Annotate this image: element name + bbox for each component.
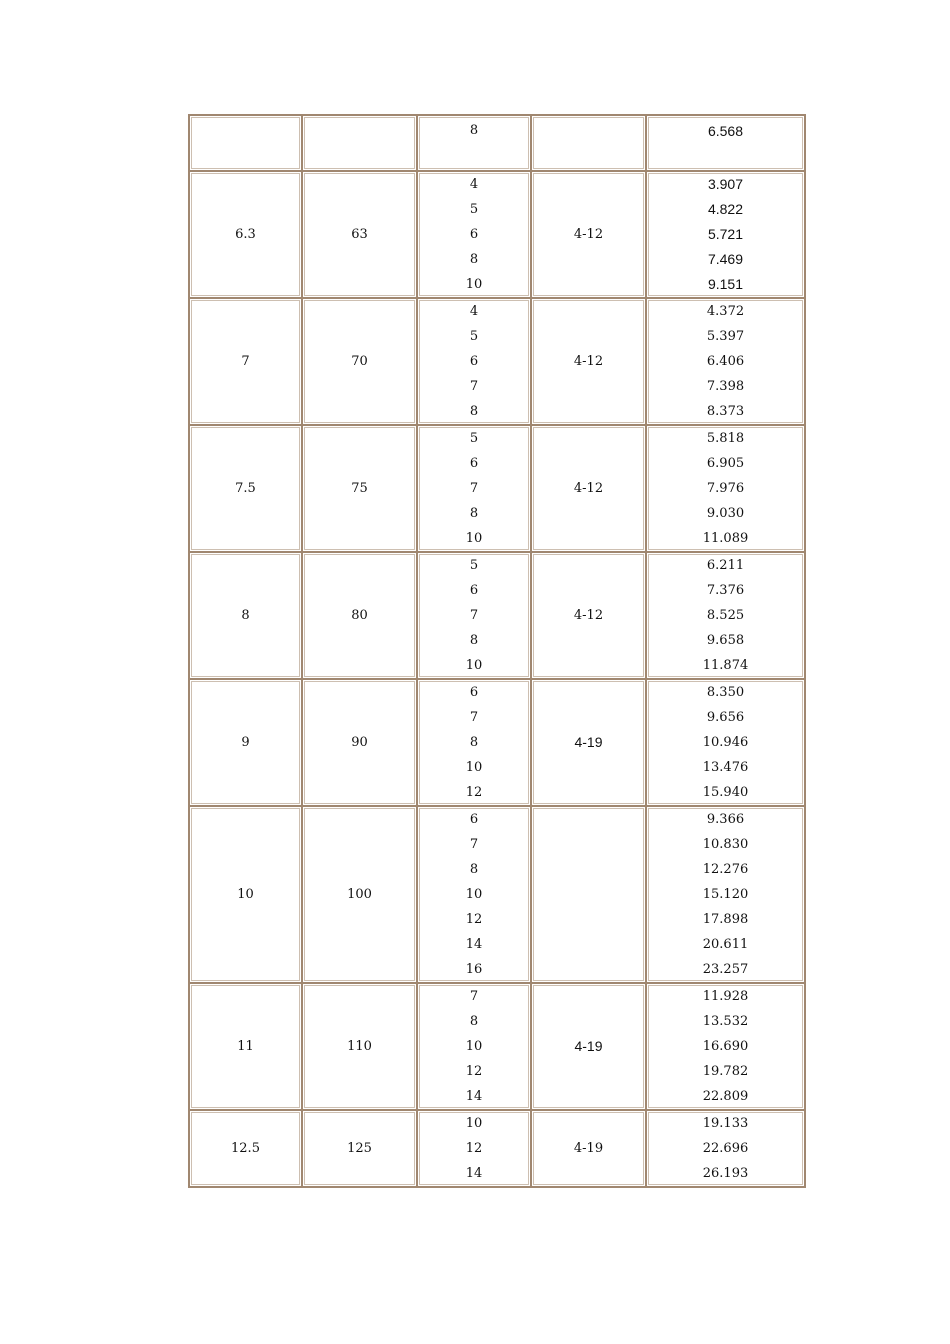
mass-value: 20.611	[702, 937, 749, 952]
thickness-value: 7	[469, 710, 479, 725]
table-body	[189, 115, 805, 1187]
mass-value: 7.376	[706, 583, 745, 598]
thickness-value: 8	[469, 252, 479, 267]
mass-value: 19.133	[702, 1116, 749, 1131]
thickness-value: 12	[465, 1064, 483, 1079]
thickness-cell	[417, 679, 531, 806]
table-row	[189, 425, 805, 552]
thickness-value: 6	[469, 812, 479, 827]
thickness-cell	[417, 298, 531, 425]
table-row	[189, 552, 805, 679]
width-cell: 80	[302, 552, 417, 679]
thickness-value: 7	[469, 481, 479, 496]
length-range-cell: 4-12	[531, 552, 646, 679]
table-row	[189, 983, 805, 1110]
thickness-value: 12	[465, 1141, 483, 1156]
thickness-cell	[417, 806, 531, 983]
mass-value: 13.476	[702, 760, 749, 775]
table-row	[189, 679, 805, 806]
thickness-value: 14	[465, 1166, 483, 1181]
length-range-cell: 4-12	[531, 425, 646, 552]
mass-value: 11.089	[702, 531, 749, 546]
size-cell: 9	[189, 679, 302, 806]
mass-cell	[646, 983, 805, 1110]
thickness-value: 8	[469, 506, 479, 521]
mass-value: 9.656	[706, 710, 745, 725]
mass-value: 10.946	[702, 735, 749, 750]
width-cell	[302, 115, 417, 171]
mass-value: 6.905	[706, 456, 745, 471]
mass-value: 6.568	[707, 123, 744, 139]
mass-value: 16.690	[702, 1039, 749, 1054]
width-cell: 100	[302, 806, 417, 983]
length-range-cell	[531, 115, 646, 171]
mass-value: 3.907	[707, 176, 744, 192]
length-range-cell: 4-19	[531, 983, 646, 1110]
thickness-value: 4	[469, 304, 479, 319]
length-range-cell: 4-12	[531, 298, 646, 425]
size-cell: 7.5	[189, 425, 302, 552]
thickness-value: 6	[469, 456, 479, 471]
thickness-value: 8	[469, 404, 479, 419]
mass-value: 8.350	[706, 685, 745, 700]
mass-value: 11.874	[702, 658, 749, 673]
thickness-value: 8	[469, 735, 479, 750]
width-cell: 90	[302, 679, 417, 806]
thickness-cell	[417, 552, 531, 679]
mass-value: 5.818	[706, 431, 745, 446]
table-row	[189, 806, 805, 983]
table-row	[189, 1110, 805, 1187]
mass-value: 22.809	[702, 1089, 749, 1104]
size-cell: 10	[189, 806, 302, 983]
thickness-value: 7	[469, 837, 479, 852]
thickness-value: 10	[465, 277, 483, 292]
mass-value: 6.406	[706, 354, 745, 369]
thickness-value: 5	[469, 558, 479, 573]
thickness-value: 7	[469, 608, 479, 623]
mass-value: 22.696	[702, 1141, 749, 1156]
mass-value: 4.822	[707, 201, 744, 217]
mass-value: 8.373	[706, 404, 745, 419]
mass-value: 23.257	[702, 962, 749, 977]
mass-value: 19.782	[702, 1064, 749, 1079]
length-range-cell: 4-19	[531, 1110, 646, 1187]
mass-value: 13.532	[702, 1014, 749, 1029]
thickness-value: 10	[465, 1116, 483, 1131]
width-cell: 125	[302, 1110, 417, 1187]
size-cell: 7	[189, 298, 302, 425]
thickness-cell	[417, 983, 531, 1110]
thickness-value: 12	[465, 912, 483, 927]
width-cell: 63	[302, 171, 417, 298]
thickness-value: 6	[469, 354, 479, 369]
thickness-value: 16	[465, 962, 483, 977]
mass-value: 17.898	[702, 912, 749, 927]
mass-value: 9.030	[706, 506, 745, 521]
mass-cell	[646, 425, 805, 552]
width-cell: 110	[302, 983, 417, 1110]
mass-value: 11.928	[702, 989, 749, 1004]
thickness-value: 14	[465, 1089, 483, 1104]
length-range-cell: 4-19	[531, 679, 646, 806]
thickness-value: 6	[469, 685, 479, 700]
thickness-cell	[417, 171, 531, 298]
thickness-value: 10	[465, 531, 483, 546]
mass-cell	[646, 552, 805, 679]
thickness-value: 8	[469, 633, 479, 648]
thickness-value: 10	[465, 760, 483, 775]
mass-value: 7.976	[706, 481, 745, 496]
thickness-value: 8	[469, 123, 479, 138]
mass-value: 7.469	[707, 251, 744, 267]
size-cell: 12.5	[189, 1110, 302, 1187]
thickness-value: 5	[469, 202, 479, 217]
mass-value: 15.940	[702, 785, 749, 800]
mass-value: 9.366	[706, 812, 745, 827]
thickness-value: 5	[469, 431, 479, 446]
mass-cell	[646, 115, 805, 171]
thickness-cell	[417, 425, 531, 552]
mass-cell	[646, 171, 805, 298]
table-row	[189, 171, 805, 298]
mass-cell	[646, 679, 805, 806]
mass-value: 15.120	[702, 887, 749, 902]
mass-value: 9.658	[706, 633, 745, 648]
thickness-value: 4	[469, 177, 479, 192]
thickness-value: 10	[465, 1039, 483, 1054]
thickness-value: 10	[465, 887, 483, 902]
mass-value: 4.372	[706, 304, 745, 319]
size-cell	[189, 115, 302, 171]
thickness-value: 12	[465, 785, 483, 800]
size-cell: 6.3	[189, 171, 302, 298]
angle-steel-table	[188, 114, 806, 1188]
thickness-value: 8	[469, 862, 479, 877]
thickness-value: 5	[469, 329, 479, 344]
mass-value: 26.193	[702, 1166, 749, 1181]
mass-value: 7.398	[706, 379, 745, 394]
mass-cell	[646, 1110, 805, 1187]
thickness-value: 6	[469, 227, 479, 242]
thickness-cell	[417, 1110, 531, 1187]
table-row	[189, 298, 805, 425]
size-cell: 11	[189, 983, 302, 1110]
length-range-cell	[531, 806, 646, 983]
thickness-cell	[417, 115, 531, 171]
width-cell: 70	[302, 298, 417, 425]
mass-value: 5.397	[706, 329, 745, 344]
mass-value: 12.276	[702, 862, 749, 877]
mass-value: 10.830	[702, 837, 749, 852]
thickness-value: 10	[465, 658, 483, 673]
thickness-value: 6	[469, 583, 479, 598]
mass-value: 5.721	[707, 226, 744, 242]
mass-value: 6.211	[706, 558, 745, 573]
thickness-value: 14	[465, 937, 483, 952]
mass-value: 9.151	[707, 276, 744, 292]
thickness-value: 7	[469, 379, 479, 394]
width-cell: 75	[302, 425, 417, 552]
mass-cell	[646, 806, 805, 983]
table-row	[189, 115, 805, 171]
length-range-cell: 4-12	[531, 171, 646, 298]
size-cell: 8	[189, 552, 302, 679]
mass-value: 8.525	[706, 608, 745, 623]
thickness-value: 8	[469, 1014, 479, 1029]
thickness-value: 7	[469, 989, 479, 1004]
mass-cell	[646, 298, 805, 425]
